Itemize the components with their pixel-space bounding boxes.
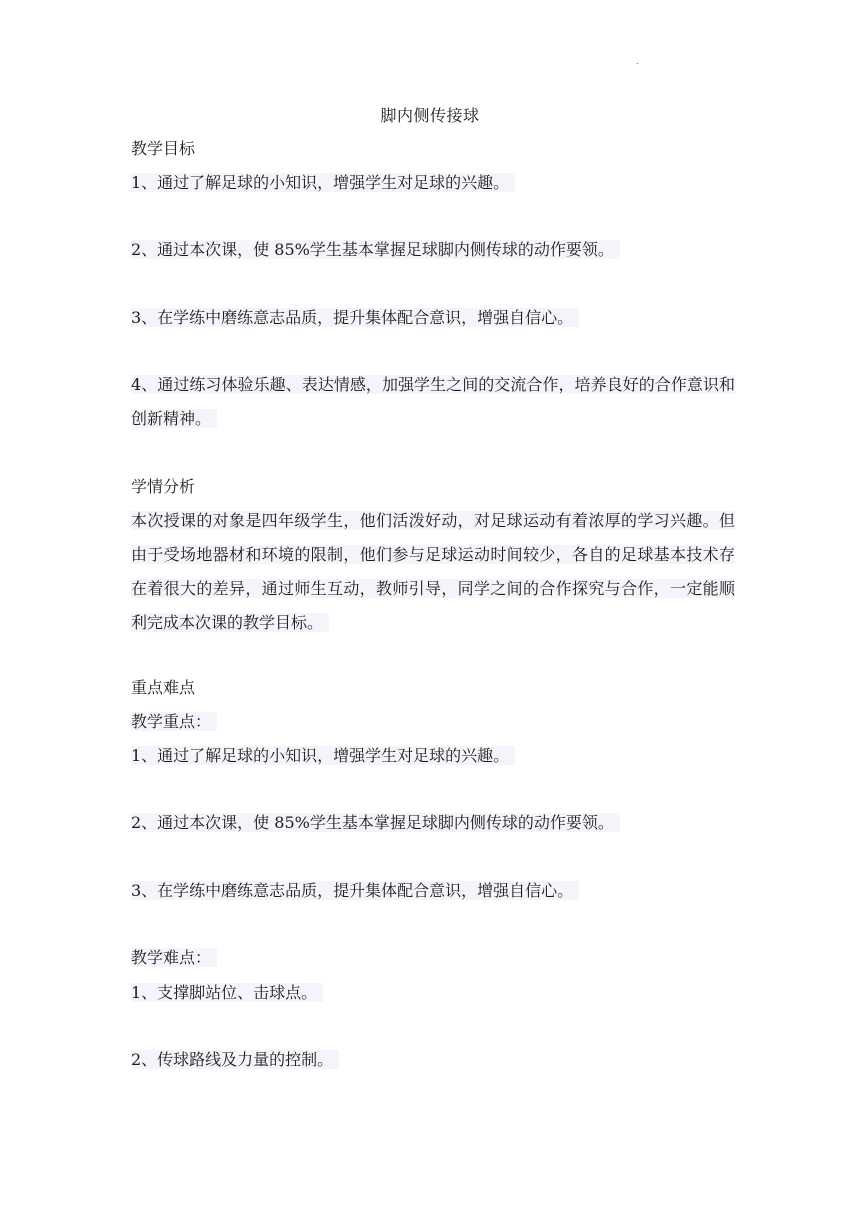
difficulty-item-2-text: 2、传球路线及力量的控制。 [131, 1050, 339, 1069]
objective-item-1 [131, 172, 515, 194]
focus-item-1 [131, 745, 515, 767]
objective-item-2 [131, 239, 620, 261]
focus-item-3 [131, 880, 579, 902]
difficulty-item-1 [131, 982, 323, 1004]
objective-item-2-text: 2、通过本次课，使 85%学生基本掌握足球脚内侧传球的动作要领。 [131, 240, 620, 259]
difficulty-item-2 [131, 1049, 339, 1071]
difficulty-item-1-text: 1、支撑脚站位、击球点。 [131, 983, 323, 1002]
objective-item-4 [131, 368, 735, 436]
difficulty-label [131, 947, 217, 969]
objective-item-1-text: 1、通过了解足球的小知识，增强学生对足球的兴趣。 [131, 173, 515, 192]
document-title: 脚内侧传接球 [380, 106, 480, 125]
objectives-heading [131, 138, 195, 160]
difficulty-label-text: 教学难点： [131, 948, 217, 967]
analysis-heading-text: 学情分析 [131, 477, 196, 496]
objective-item-3 [131, 307, 579, 329]
focus-item-3-text: 3、在学练中磨练意志品质，提升集体配合意识，增强自信心。 [131, 881, 579, 900]
analysis-heading [131, 476, 195, 498]
corner-mark: . [636, 57, 639, 66]
focus-item-2-text: 2、通过本次课，使 85%学生基本掌握足球脚内侧传球的动作要领。 [131, 813, 620, 832]
analysis-paragraph [131, 504, 735, 640]
focus-label-text: 教学重点： [131, 712, 217, 731]
objectives-heading-text: 教学目标 [131, 139, 196, 158]
objective-item-3-text: 3、在学练中磨练意志品质，提升集体配合意识，增强自信心。 [131, 308, 579, 327]
key-points-heading [131, 677, 195, 699]
focus-label [131, 711, 217, 733]
analysis-paragraph-text: 本次授课的对象是四年级学生，他们活泼好动，对足球运动有着浓厚的学习兴趣。但由于受场地器材和环境的限制，他们参与足球运动时间较少，各自的足球基本技术存在着很大的差异，通过师生互动，教师引导，同学之间的合作探究与合作，一定能顺利完成本次课的教学目标。 [131, 511, 735, 632]
focus-item-1-text: 1、通过了解足球的小知识，增强学生对足球的兴趣。 [131, 746, 515, 765]
key-points-heading-text: 重点难点 [131, 678, 196, 697]
objective-item-4-text: 4、通过练习体验乐趣、表达情感，加强学生之间的交流合作，培养良好的合作意识和创新精神。 [131, 375, 735, 428]
focus-item-2 [131, 812, 620, 834]
